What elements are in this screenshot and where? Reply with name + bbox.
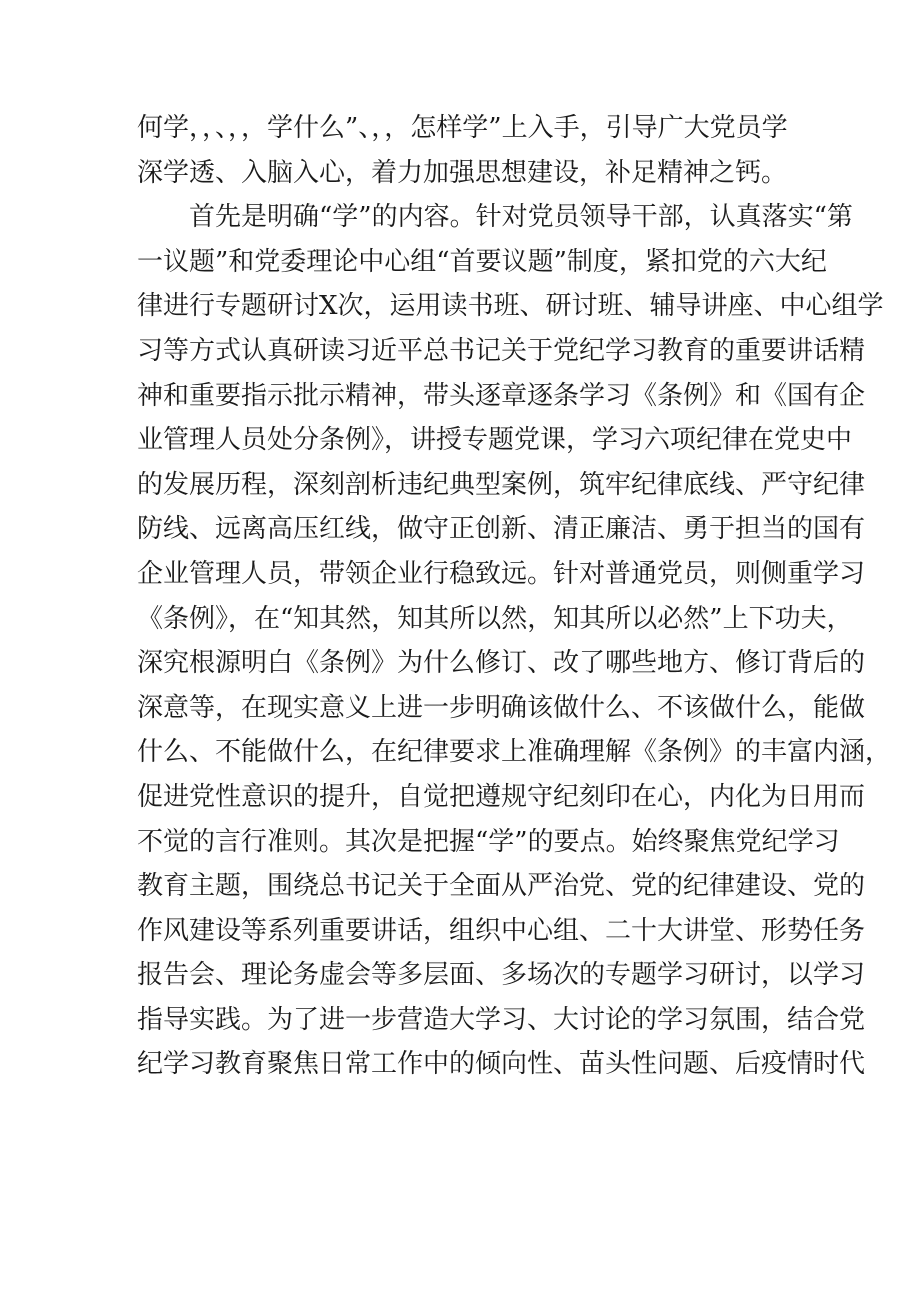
text-line: 防线、远离高压红线，做守正创新、清正廉洁、勇于担当的国有 <box>137 514 866 545</box>
paragraph-start-line: 首先是明确“学”的内容。针对党员领导干部，认真落实“第 <box>189 202 853 233</box>
text-line: 不觉的言行准则。其次是把握“学”的要点。始终聚焦党纪学习 <box>137 826 840 857</box>
text-line: 指导实践。为了进一步营造大学习、大讨论的学习氛围，结合党 <box>137 1004 866 1035</box>
text-line: 作风建设等系列重要讲话，组织中心组、二十大讲堂、形势任务 <box>137 915 866 946</box>
text-line: 业管理人员处分条例》，讲授专题党课，学习六项纪律在党史中 <box>137 425 853 456</box>
text-line: 的发展历程，深刻剖析违纪典型案例，筑牢纪律底线、严守纪律 <box>137 469 866 500</box>
text-line: 企业管理人员，带领企业行稳致远。针对普通党员，则侧重学习 <box>137 558 866 589</box>
text-line: 什么、不能做什么，在纪律要求上准确理解《条例》的丰富内涵， <box>137 737 892 768</box>
text-line: 深究根源明白《条例》为什么修订、改了哪些地方、修订背后的 <box>137 648 866 679</box>
text-line: 习等方式认真研读习近平总书记关于党纪学习教育的重要讲话精 <box>137 335 866 366</box>
text-line: 律进行专题研讨X次，运用读书班、研讨班、辅导讲座、中心组学 <box>137 291 884 322</box>
body-text <box>137 106 892 1087</box>
text-line: 报告会、理论务虚会等多层面、多场次的专题学习研讨，以学习 <box>137 960 866 991</box>
text-line: 深意等，在现实意义上进一步明确该做什么、不该做什么，能做 <box>137 692 866 723</box>
text-line: 神和重要指示批示精神，带头逐章逐条学习《条例》和《国有企 <box>137 380 866 411</box>
text-line: 一议题”和党委理论中心组“首要议题”制度，紧扣党的六大纪 <box>137 246 827 277</box>
text-line: 深学透、入脑入心，着力加强思想建设，补足精神之钙。 <box>137 157 788 188</box>
text-line: 何学，，、，，学什么”、，，怎样学”上入手，引导广大党员学 <box>137 113 788 143</box>
text-line: 《条例》，在“知其然，知其所以然，知其所以必然”上下功夫， <box>137 603 853 634</box>
text-line: 纪学习教育聚焦日常工作中的倾向性、苗头性问题、后疫情时代 <box>137 1049 866 1080</box>
text-line: 促进党性意识的提升，自觉把遵规守纪刻印在心，内化为日用而 <box>137 781 866 812</box>
text-line: 教育主题，围绕总书记关于全面从严治党、党的纪律建设、党的 <box>137 871 866 902</box>
